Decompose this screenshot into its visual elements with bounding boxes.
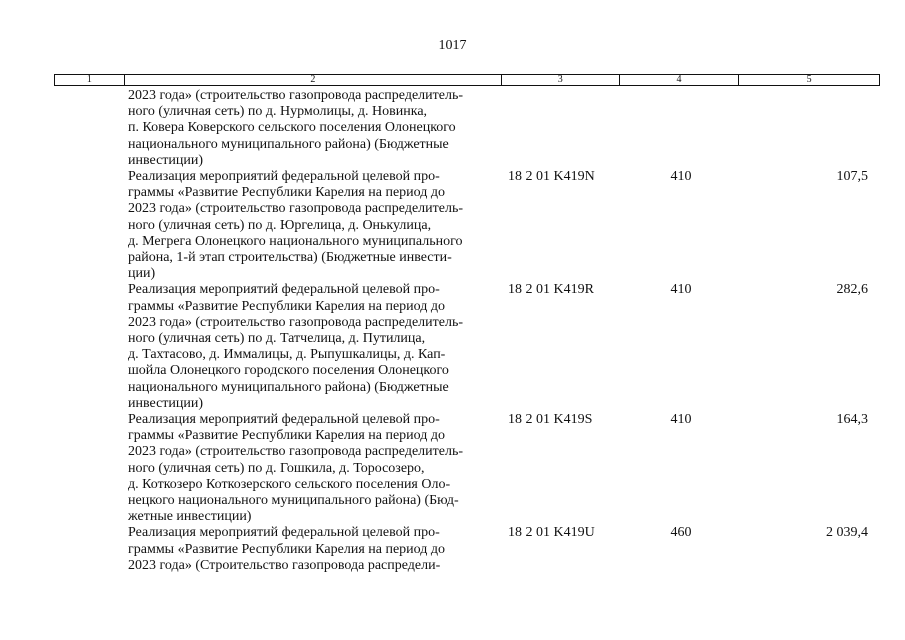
column-number-4: 4 xyxy=(620,75,740,85)
page-number: 1017 xyxy=(438,38,467,53)
row-expense-type: 460 xyxy=(670,525,692,541)
row-description: Реализация мероприятий федеральной целевой про- граммы «Развитие Республики Карелия на период до 2023 года» (Строительство газопровода распредели- xyxy=(128,525,446,573)
row-expense-type: 410 xyxy=(670,282,692,298)
row-code: 18 2 01 K419U xyxy=(508,525,595,541)
table-row xyxy=(54,88,880,169)
row-expense-type: 410 xyxy=(670,412,692,428)
row-code: 18 2 01 K419S xyxy=(508,412,593,428)
table-row xyxy=(54,169,880,282)
column-number-3: 3 xyxy=(502,75,620,85)
row-expense-type: 410 xyxy=(670,169,692,185)
table-row xyxy=(54,525,880,574)
table-body xyxy=(54,88,880,574)
row-amount: 2 039,4 xyxy=(826,525,868,541)
row-description: Реализация мероприятий федеральной целевой про- граммы «Развитие Республики Карелия на период до 2023 года» (строительство газопровода распределитель- ного (уличная сеть) по д. Гошкила, д. Торосозеро, д. Коткозеро Коткозерского сельского поселения Оло- нецкого национального муниципального района) (Бюд- жетные инвестиции) xyxy=(128,412,464,525)
column-number-1: 1 xyxy=(55,75,125,85)
row-description: Реализация мероприятий федеральной целевой про- граммы «Развитие Республики Карелия на период до 2023 года» (строительство газопровода распределитель- ного (уличная сеть) по д. Татчелица, д. Путилица, д. Тахтасово, д. Иммалицы, д. Рыпушкалицы, д. Кап- шойла Олонецкого городского поселения Олонецкого национального муниципального района) (Бюджетные инвестиции) xyxy=(128,282,464,411)
column-number-2: 2 xyxy=(125,75,502,85)
table-row xyxy=(54,412,880,525)
table-header xyxy=(54,74,880,86)
row-code: 18 2 01 K419R xyxy=(508,282,594,298)
row-amount: 107,5 xyxy=(836,169,868,185)
row-amount: 282,6 xyxy=(836,282,868,298)
row-amount: 164,3 xyxy=(836,412,868,428)
row-description: 2023 года» (строительство газопровода распределитель- ного (уличная сеть) по д. Нурмолицы, д. Новинка, п. Ковера Коверского сельского поселения Олонецкого национального муниципального района) (Бюджетные инвестиции) xyxy=(128,88,464,168)
row-code: 18 2 01 K419N xyxy=(508,169,595,185)
column-number-5: 5 xyxy=(806,74,812,85)
row-description: Реализация мероприятий федеральной целевой про- граммы «Развитие Республики Карелия на период до 2023 года» (строительство газопровода распределитель- ного (уличная сеть) по д. Юргелица, д. Онькулица, д. Мегрега Олонецкого национального муниципального района, 1-й этап строительства) (Бюджетные инвести- ции) xyxy=(128,169,464,282)
table-row xyxy=(54,282,880,412)
